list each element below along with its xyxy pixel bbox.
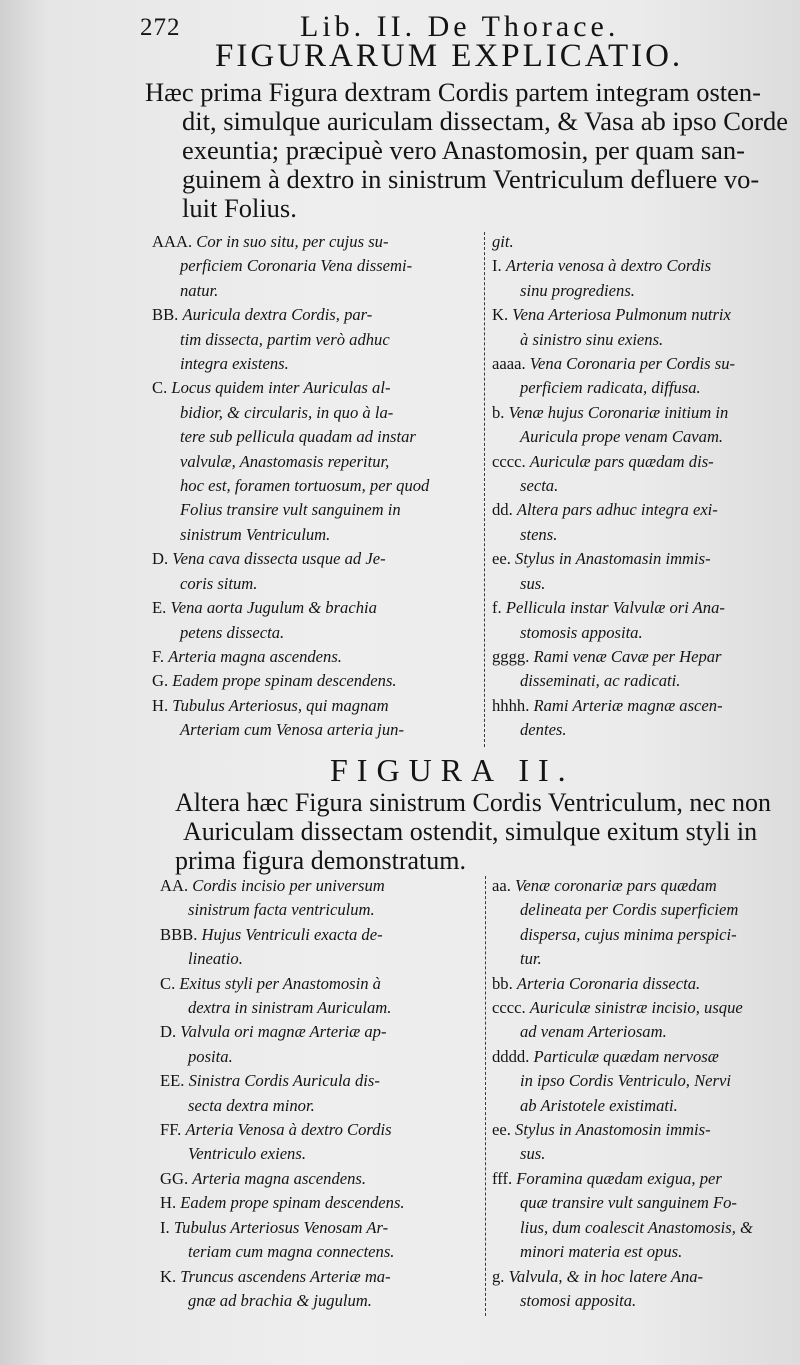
figure2-right-column [492, 874, 792, 1313]
legend-text: tere sub pellicula quadam ad instar [180, 427, 416, 447]
legend-text: in ipso Cordis Ventriculo, Nervi [520, 1071, 731, 1091]
legend-text: stomosi apposita. [520, 1290, 637, 1310]
legend-key: cccc. [492, 998, 530, 1018]
legend-entry [492, 874, 792, 972]
intro-line: guinem à dextro in sinistrum Ventriculum defluere vo- [182, 164, 760, 194]
legend-text: natur. [180, 280, 219, 300]
legend-entry [492, 1118, 792, 1167]
legend-key: f. [492, 598, 506, 618]
legend-key: H. [152, 695, 173, 715]
legend-entry [152, 694, 477, 743]
legend-key: aa. [492, 876, 516, 895]
legend-key: C. [152, 378, 172, 398]
legend-key: fff. [492, 1168, 517, 1188]
legend-entry [160, 1216, 480, 1265]
legend-text: minori materia est opus. [520, 1242, 683, 1262]
legend-key: K. [160, 1266, 181, 1286]
legend-entry [152, 645, 477, 669]
legend-text: gnæ ad brachia & jugulum. [188, 1290, 372, 1310]
running-head: Lib. II. De Thorace. [300, 10, 620, 43]
legend-text: Vena Arteriosa Pulmonum nutrix [512, 305, 731, 325]
legend-text: Valvula ori magnæ Arteriæ ap- [180, 1022, 387, 1042]
legend-text: sus. [520, 573, 546, 593]
legend-text: stens. [520, 524, 558, 544]
legend-text: ab Aristotele existimati. [520, 1095, 678, 1115]
intro-line: Auriculam dissectam ostendit, simulque exitum styli in [183, 817, 758, 846]
legend-text: tim dissecta, partim verò adhuc [180, 329, 390, 349]
intro-line: exeuntia; præcipuè vero Anastomosin, per quam san- [182, 135, 745, 165]
legend-entry [492, 996, 792, 1045]
legend-text: quæ transire vult sanguinem Fo- [520, 1193, 737, 1213]
legend-text: sinu progrediens. [520, 280, 635, 300]
legend-text: Particulæ quædam nervosæ [533, 1046, 719, 1066]
figure1-right-column [492, 230, 792, 743]
legend-key: FF. [160, 1120, 186, 1140]
legend-key: EE. [160, 1071, 189, 1091]
legend-text: Arteria venosa à dextro Cordis [505, 256, 712, 276]
legend-entry [152, 669, 477, 693]
intro-line: Altera hæc Figura sinistrum Cordis Ventriculum, nec non [175, 788, 771, 817]
legend-key: F. [152, 646, 169, 666]
legend-key: D. [152, 549, 173, 569]
legend-text: posita. [188, 1046, 233, 1066]
intro-line: Hæc prima Figura dextram Cordis partem integram osten- [145, 77, 761, 107]
legend-text: Vena cava dissecta usque ad Je- [172, 549, 386, 569]
legend-key: G. [152, 671, 173, 691]
legend-key: dd. [492, 500, 517, 520]
legend-text: Truncus ascendens Arteriæ ma- [180, 1266, 391, 1286]
legend-text: Eadem prope spinam descendens. [172, 671, 397, 691]
legend-entry [160, 874, 480, 923]
legend-entry [492, 1167, 792, 1265]
legend-text: valvulæ, Anastomasis reperitur, [180, 451, 390, 471]
column-divider [485, 876, 486, 1316]
legend-text: lius, dum coalescit Anastomosis, & [520, 1217, 753, 1237]
legend-key: AAA. [152, 232, 197, 251]
legend-entry [152, 547, 477, 596]
legend-key: E. [152, 598, 171, 618]
legend-entry [160, 1191, 480, 1215]
legend-entry [492, 645, 792, 694]
legend-entry [492, 972, 792, 996]
legend-text: Pellicula instar Valvulæ ori Ana- [505, 598, 725, 618]
legend-key: hhhh. [492, 695, 534, 715]
legend-text: bidior, & circularis, in quo à la- [180, 402, 394, 422]
legend-key: C. [160, 973, 180, 993]
legend-entry [492, 401, 792, 450]
legend-text: Arteria Venosa à dextro Cordis [185, 1120, 392, 1140]
legend-key: g. [492, 1266, 509, 1286]
legend-entry [160, 923, 480, 972]
legend-entry [492, 596, 792, 645]
legend-text: Arteria magna ascendens. [168, 646, 342, 666]
legend-text: Ventriculo exiens. [188, 1144, 306, 1164]
legend-text: Vena aorta Jugulum & brachia [170, 598, 377, 618]
legend-text: petens dissecta. [180, 622, 285, 642]
figure2-intro [175, 788, 775, 875]
legend-text: lineatio. [188, 949, 243, 969]
legend-key: cccc. [492, 451, 530, 471]
legend-entry [160, 1265, 480, 1314]
legend-text: Folius transire vult sanguinem in [180, 500, 401, 520]
legend-text: Eadem prope spinam descendens. [180, 1193, 405, 1213]
legend-key: aaaa. [492, 354, 530, 374]
legend-text: delineata per Cordis superficiem [520, 900, 739, 920]
legend-text: Cordis incisio per universum [192, 876, 385, 895]
column-divider [484, 232, 485, 747]
legend-key: GG. [160, 1168, 193, 1188]
legend-key: gggg. [492, 646, 534, 666]
legend-text: Exitus styli per Anastomosin à [179, 973, 381, 993]
legend-entry [492, 352, 792, 401]
legend-entry [152, 230, 477, 303]
legend-text: Rami venæ Cavæ per Hepar [533, 646, 722, 666]
legend-text: secta dextra minor. [188, 1095, 315, 1115]
legend-key: AA. [160, 876, 193, 895]
figure1-intro [145, 77, 788, 223]
legend-key: dddd. [492, 1046, 534, 1066]
legend-text: Venæ hujus Coronariæ initium in [508, 402, 729, 422]
legend-entry [492, 1045, 792, 1118]
legend-text: Vena Coronaria per Cordis su- [529, 354, 736, 374]
legend-text: dentes. [520, 720, 567, 740]
legend-text: Arteriam cum Venosa arteria jun- [180, 720, 404, 740]
legend-key: bb. [492, 973, 517, 993]
legend-entry [160, 1069, 480, 1118]
intro-line: prima figura demonstratum. [175, 846, 466, 875]
page-number: 272 [140, 14, 181, 41]
legend-text: Cor in suo situ, per cujus su- [196, 232, 389, 251]
legend-text: Venæ coronariæ pars quædam [515, 876, 717, 895]
legend-text: dextra in sinistram Auriculam. [188, 998, 392, 1018]
legend-key: H. [160, 1193, 181, 1213]
legend-text: Altera pars adhuc integra exi- [516, 500, 718, 520]
legend-entry [492, 450, 792, 499]
legend-text: ad venam Arteriosam. [520, 1022, 667, 1042]
legend-entry [160, 972, 480, 1021]
legend-entry [152, 303, 477, 376]
legend-text: teriam cum magna connectens. [188, 1242, 395, 1262]
legend-text: git. [492, 232, 514, 251]
legend-entry [152, 596, 477, 645]
legend-text: integra existens. [180, 354, 289, 374]
legend-entry [492, 547, 792, 596]
legend-text: sinistrum Ventriculum. [180, 524, 331, 544]
legend-text: Locus quidem inter Auriculas al- [171, 378, 391, 398]
intro-line: dit, simulque auriculam dissectam, & Vasa ab ipso Corde [182, 106, 788, 136]
legend-text: sus. [520, 1144, 546, 1164]
legend-text: Foramina quædam exigua, per [516, 1168, 722, 1188]
legend-text: disseminati, ac radicati. [520, 671, 681, 691]
intro-line: luit Folius. [182, 193, 297, 223]
legend-text: Auriculæ sinistræ incisio, usque [529, 998, 743, 1018]
legend-text: Hujus Ventriculi exacta de- [201, 924, 383, 944]
legend-text: Arteria Coronaria dissecta. [516, 973, 701, 993]
legend-text: secta. [520, 476, 559, 496]
legend-entry [152, 376, 477, 547]
legend-text: Rami Arteriæ magnæ ascen- [533, 695, 723, 715]
legend-text: Auricula prope venam Cavam. [520, 427, 724, 447]
legend-entry [492, 303, 792, 352]
legend-text: Stylus in Anastomasin immis- [515, 549, 711, 569]
legend-key: ee. [492, 1120, 516, 1140]
legend-key: D. [160, 1022, 181, 1042]
legend-entry [492, 230, 792, 254]
legend-key: I. [160, 1217, 174, 1237]
legend-text: Stylus in Anastomosin immis- [515, 1120, 711, 1140]
legend-key: BBB. [160, 924, 202, 944]
legend-text: perficiem Coronaria Vena dissemi- [180, 256, 413, 276]
legend-text: Valvula, & in hoc latere Ana- [508, 1266, 704, 1286]
figure2-left-column [160, 874, 480, 1313]
legend-key: K. [492, 305, 513, 325]
legend-text: Arteria magna ascendens. [192, 1168, 367, 1188]
legend-entry [492, 498, 792, 547]
legend-entry [160, 1167, 480, 1191]
legend-text: stomosis apposita. [520, 622, 643, 642]
legend-text: perficiem radicata, diffusa. [520, 378, 701, 398]
legend-text: Tubulus Arteriosus, qui magnam [172, 695, 389, 715]
legend-text: sinistrum facta ventriculum. [188, 900, 375, 920]
figure2-title: FIGURA II. [330, 752, 575, 788]
legend-text: Tubulus Arteriosus Venosam Ar- [173, 1217, 389, 1237]
legend-text: coris situm. [180, 573, 258, 593]
legend-text: Auriculæ pars quædam dis- [529, 451, 714, 471]
legend-text: à sinistro sinu exiens. [520, 329, 664, 349]
legend-key: b. [492, 402, 509, 422]
legend-entry [492, 694, 792, 743]
legend-key: BB. [152, 305, 183, 325]
legend-entry [160, 1020, 480, 1069]
legend-text: tur. [520, 949, 542, 969]
legend-text: Sinistra Cordis Auricula dis- [188, 1071, 380, 1091]
legend-entry [492, 1265, 792, 1314]
legend-text: dispersa, cujus minima perspici- [520, 924, 737, 944]
legend-text: hoc est, foramen tortuosum, per quod [180, 476, 430, 496]
legend-entry [492, 254, 792, 303]
legend-key: I. [492, 256, 506, 276]
legend-text: Auricula dextra Cordis, par- [182, 305, 373, 325]
legend-key: ee. [492, 549, 516, 569]
legend-entry [160, 1118, 480, 1167]
section-title: FIGURARUM EXPLICATIO. [215, 38, 684, 74]
figure1-left-column [152, 230, 477, 743]
